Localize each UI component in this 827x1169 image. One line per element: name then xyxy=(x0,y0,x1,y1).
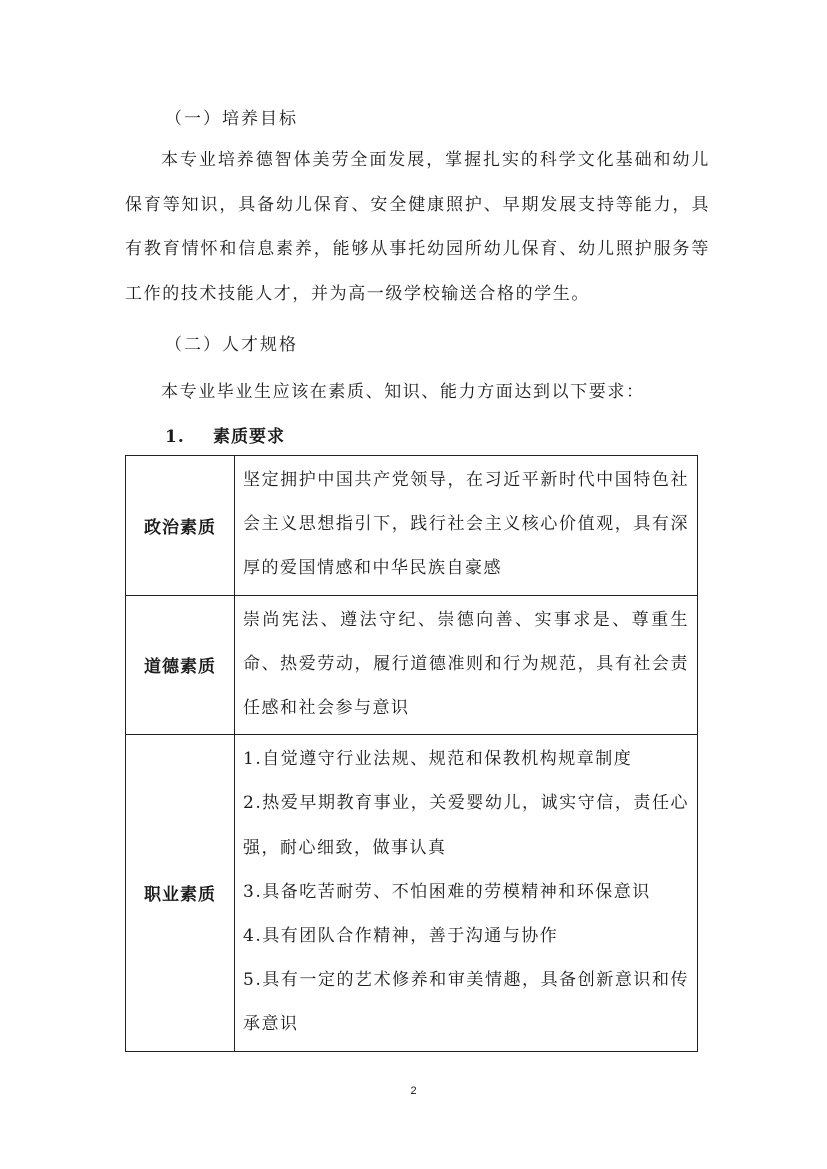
section-heading-talent-spec: （二）人才规格 xyxy=(165,335,298,355)
subsection-number: 1. xyxy=(165,427,185,447)
list-item: 2.热爱早期教育事业，关爱婴幼儿，诚实守信，责任心强，耐心细致，做事认真 xyxy=(243,793,689,858)
table-row xyxy=(126,735,698,1051)
row-label-political: 政治素质 xyxy=(126,456,235,596)
subsection-title-text: 素质要求 xyxy=(213,427,285,447)
talent-spec-intro: 本专业毕业生应该在素质、知识、能力方面达到以下要求： xyxy=(161,382,645,402)
table-row xyxy=(126,456,698,596)
subsection-title xyxy=(165,422,285,447)
table-row xyxy=(126,595,698,735)
row-content-political xyxy=(235,456,698,596)
list-item: 5.具有一定的艺术修养和审美情趣，具备创新意识和传承意识 xyxy=(243,970,689,1035)
row-label-professional: 职业素质 xyxy=(126,735,235,1051)
page-number: 2 xyxy=(410,1085,417,1097)
row-content-professional xyxy=(235,735,698,1051)
row-content-moral xyxy=(235,595,698,735)
row-label-moral: 道德素质 xyxy=(126,595,235,735)
section-heading-training-goal: （一）培养目标 xyxy=(165,109,298,129)
list-item: 崇尚宪法、遵法守纪、崇德向善、实事求是、尊重生命、热爱劳动，履行道德准则和行为规范，具有社会责任感和社会参与意识 xyxy=(243,609,689,719)
quality-requirements-table xyxy=(125,455,698,1052)
list-item: 4.具有团队合作精神，善于沟通与协作 xyxy=(243,926,559,947)
list-item: 坚定拥护中国共产党领导，在习近平新时代中国特色社会主义思想指引下，践行社会主义核心价值观，具有深厚的爱国情感和中华民族自豪感 xyxy=(243,470,689,579)
list-item: 1.自觉遵守行业法规、规范和保教机构规章制度 xyxy=(243,749,633,770)
training-goal-paragraph: 本专业培养德智体美劳全面发展，掌握扎实的科学文化基础和幼儿保育等知识，具备幼儿保育、安全健康照护、早期发展支持等能力，具有教育情怀和信息素养，能够从事托幼园所幼儿保育、幼儿照护服务等工作的技术技能人才，并为高一级学校输送合格的学生。 xyxy=(125,150,710,304)
list-item: 3.具备吃苦耐劳、不怕困难的劳模精神和环保意识 xyxy=(243,881,651,902)
